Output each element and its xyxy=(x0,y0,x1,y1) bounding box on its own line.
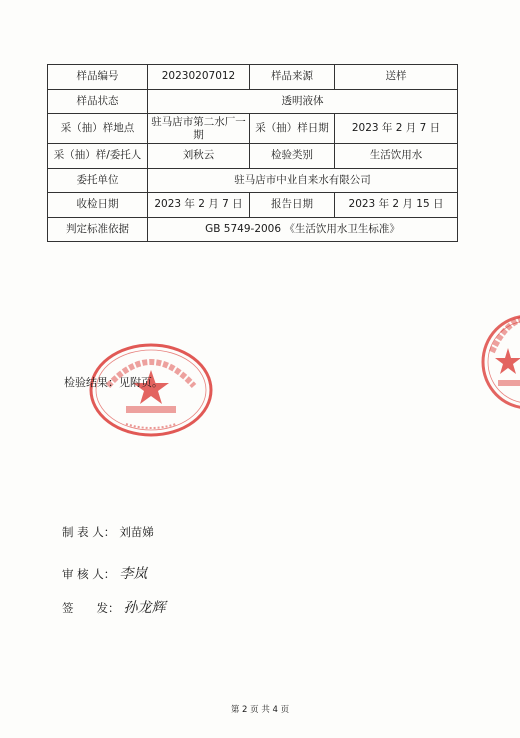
issuer-signature: 孙龙辉 xyxy=(123,600,166,616)
sampling-location-value: 驻马店市第二水厂一期 xyxy=(148,114,250,144)
preparer-line xyxy=(62,524,154,540)
sampler-value: 刘秋云 xyxy=(148,144,250,169)
inspection-type-value: 生活饮用水 xyxy=(335,144,458,169)
preparer-label: 制 表 人： xyxy=(62,525,116,539)
edge-seal xyxy=(478,312,520,412)
sampling-date-label: 采（抽）样日期 xyxy=(250,114,335,144)
official-seal xyxy=(86,340,216,440)
client-value: 驻马店市中业自来水有限公司 xyxy=(148,168,458,193)
sample-number-value: 20230207012 xyxy=(148,65,250,90)
sampling-date-value: 2023 年 2 月 7 日 xyxy=(335,114,458,144)
inspection-result xyxy=(64,374,163,390)
sample-source-value: 送样 xyxy=(335,65,458,90)
sample-info-table xyxy=(47,64,458,242)
table-row xyxy=(48,114,458,144)
issuer-line xyxy=(62,597,166,617)
reviewer-line xyxy=(62,563,147,583)
result-value: 见附页。 xyxy=(119,376,163,389)
inspection-type-label: 检验类别 xyxy=(250,144,335,169)
table-row xyxy=(48,144,458,169)
table-row xyxy=(48,168,458,193)
standard-value: GB 5749-2006 《生活饮用水卫生标准》 xyxy=(148,217,458,242)
table-row xyxy=(48,89,458,114)
reviewer-signature: 李岚 xyxy=(119,566,148,582)
received-date-label: 收检日期 xyxy=(48,193,148,218)
sample-state-label: 样品状态 xyxy=(48,89,148,114)
standard-label: 判定标准依据 xyxy=(48,217,148,242)
reviewer-label: 审 核 人： xyxy=(62,567,116,581)
client-label: 委托单位 xyxy=(48,168,148,193)
report-date-value: 2023 年 2 月 15 日 xyxy=(335,193,458,218)
preparer-name: 刘苗娣 xyxy=(119,525,154,539)
table-row xyxy=(48,193,458,218)
table-row xyxy=(48,65,458,90)
sampling-location-label: 采（抽）样地点 xyxy=(48,114,148,144)
result-label: 检验结果： xyxy=(64,376,119,389)
page-number: 第 2 页 共 4 页 xyxy=(230,705,290,715)
sampler-label: 采（抽）样/委托人 xyxy=(48,144,148,169)
issuer-label: 签 发： xyxy=(62,601,120,615)
received-date-value: 2023 年 2 月 7 日 xyxy=(148,193,250,218)
sample-source-label: 样品来源 xyxy=(250,65,335,90)
report-date-label: 报告日期 xyxy=(250,193,335,218)
sample-state-value: 透明液体 xyxy=(148,89,458,114)
sample-number-label: 样品编号 xyxy=(48,65,148,90)
table-row xyxy=(48,217,458,242)
